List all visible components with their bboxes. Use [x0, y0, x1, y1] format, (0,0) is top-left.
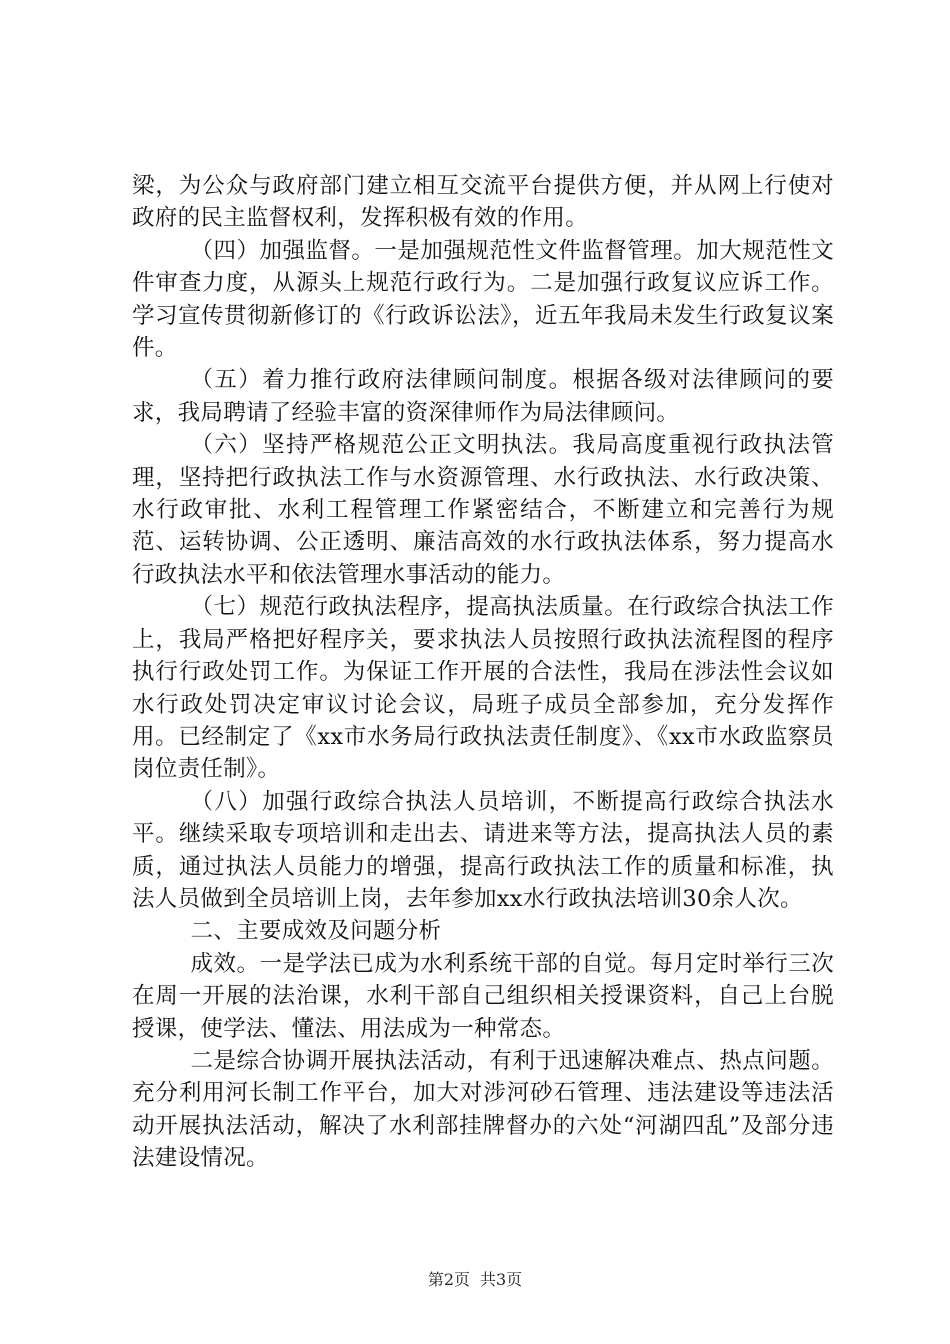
page-number: 第2页: [427, 1270, 470, 1289]
page-total: 共3页: [480, 1270, 523, 1289]
paragraph-legal-counsel: （五）着力推行政府法律顾问制度。根据各级对法律顾问的要求，我局聘请了经验丰富的资深律师作为局法律顾问。: [132, 367, 834, 426]
document-body: [132, 170, 834, 1175]
section-heading-results: 二、主要成效及问题分析: [190, 918, 442, 945]
paragraph-strengthen-supervision: （四）加强监督。一是加强规范性文件监督管理。加大规范性文件审查力度，从源头上规范行政行为。二是加强行政复议应诉工作。学习宣传贯彻新修订的《行政诉讼法》，近五年我局未发生行政复议案件。: [132, 237, 834, 362]
paragraph-results-two: 二是综合协调开展执法活动，有利于迅速解决难点、热点问题。充分利用河长制工作平台，加大对涉河砂石管理、违法建设等违法活动开展执法活动，解决了水利部挂牌督办的六处“河湖四乱”及部分违法建设情况。: [132, 1047, 834, 1172]
paragraph-continuation: 梁，为公众与政府部门建立相互交流平台提供方便，并从网上行使对政府的民主监督权利，发挥积极有效的作用。: [132, 173, 834, 232]
paragraph-results-one: 成效。一是学法已成为水利系统干部的自觉。每月定时举行三次在周一开展的法治课，水利干部自己组织相关授课资料，自己上台脱授课，使学法、懂法、用法成为一种常态。: [132, 950, 834, 1042]
paragraph-enforcement-procedure: （七）规范行政执法程序，提高执法质量。在行政综合执法工作上，我局严格把好程序关，要求执法人员按照行政执法流程图的程序执行行政处罚工作。为保证工作开展的合法性，我局在涉法性会议如水行政处罚决定审议讨论会议，局班子成员全部参加，充分发挥作用。已经制定了《xx市水务局行政执法责任制度》、《xx市水政监察员岗位责任制》。: [132, 594, 834, 783]
paragraph-staff-training: （八）加强行政综合执法人员培训，不断提高行政综合执法水平。继续采取专项培训和走出去、请进来等方法，提高执法人员的素质，通过执法人员能力的增强，提高行政执法工作的质量和标准，执法人员做到全员培训上岗，去年参加xx水行政执法培训30余人次。: [132, 788, 834, 912]
page-footer: [0, 1270, 950, 1290]
paragraph-strict-enforcement: （六）坚持严格规范公正文明执法。我局高度重视行政执法管理，坚持把行政执法工作与水资源管理、水行政执法、水行政决策、水行政审批、水利工程管理工作紧密结合，不断建立和完善行为规范、运转协调、公正透明、廉洁高效的水行政执法体系，努力提高水行政执法水平和依法管理水事活动的能力。: [132, 432, 834, 588]
